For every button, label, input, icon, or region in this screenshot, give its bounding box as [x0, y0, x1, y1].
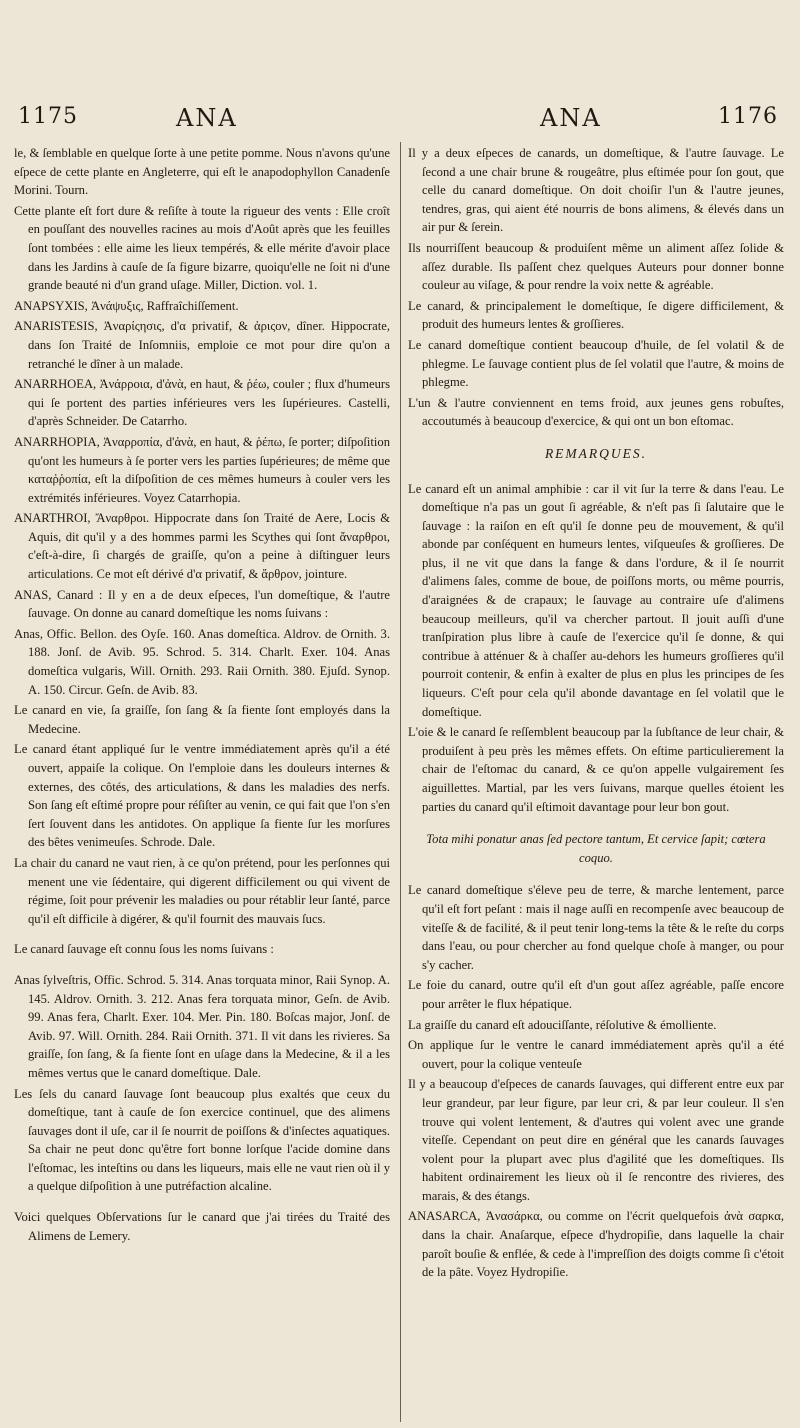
- entry-anasarca: ANASARCA, Ἀνασάρκα, ou comme on l'écrit quelquefois ἀνὰ σαρκα, dans la chair. Anaſarque, eſpece d'hydropiſie, dans laquelle la chair paroît bouſie & enflée, & cede à l'impreſſion des doigts comme ſi c'étoit de la pâte. Voyez Hydropiſie.: [408, 1209, 784, 1280]
- right-running-head: ANA: [540, 104, 602, 132]
- paragraph: On applique ſur le ventre le canard immédiatement après qu'il a été ouvert, pour la colique venteuſe: [408, 1038, 784, 1071]
- paragraph: Le canard, & principalement le domeſtique, ſe digere difficilement, & produit des humeurs lentes & groſſieres.: [408, 298, 784, 332]
- right-column: [408, 144, 784, 1420]
- entry-anarrhopia: ANARRHOPIA, Ἀναρροπία, d'ἀνὰ, en haut, & ῥέπω, ſe porter; diſpoſition qu'ont les humeurs à ſe porter vers les parties ſupérieures; de même que καταῤῥοπία, eſt la diſpoſition de ces mêmes humeurs à couler vers les extrémités inférieures. Voyez Catarrhopia.: [14, 434, 390, 505]
- paragraph: Il y a beaucoup d'eſpeces de canards ſauvages, qui different entre eux par leur grandeur, par leur figure, par leur cri, & par leur couleur. Il s'en trouve qui volent lentement, & d'autres qui volent avec une grande viteſſe. Cependant on peut dire en général que les canards ſauvages volent pour la plupart avec plus d'agilité que les domeſtiques. Ils habitent ordinairement les lieux où il ſe rencontre des rivieres, des marais, & des étangs.: [408, 1077, 784, 1203]
- paragraph: Le canard domeſtique contient beaucoup d'huile, de ſel volatil & de phlegme. Le ſauvage contient plus de ſel volatil que l'autre, & moins de phlegme.: [408, 337, 784, 390]
- entry-anarrhoea: ANARRHOEA, Ἀνάρροια, d'ἀνὰ, en haut, & ῥέω, couler ; flux d'humeurs qui ſe portent des parties inférieures vers les ſupérieures. Castelli, d'après Schneider. De Catarrho.: [14, 377, 390, 429]
- paragraph: Le foie du canard, outre qu'il eſt d'un gout aſſez agréable, paſſe encore pour arrêter le flux hépatique.: [408, 978, 784, 1011]
- left-column: [14, 144, 390, 1420]
- paragraph: Le canard étant appliqué ſur le ventre immédiatement après qu'il a été ouvert, appaiſe la colique. On l'emploie dans les douleurs internes & externes, des côtés, des articulations, & dans les maladies des nerfs. Son ſang eſt eſtimé propre pour réſiſter au venin, ce qui fait que l'on s'en ſert ſouvent dans les antidotes. On applique ſa fiente ſur les morſures des bêtes venimeuſes. Schrode. Dale.: [14, 742, 390, 850]
- paragraph: Voici quelques Obſervations ſur le canard que j'ai tirées du Traité des Alimens de Lemery.: [14, 1210, 390, 1243]
- paragraph: Anas ſylveſtris, Offic. Schrod. 5. 314. Anas torquata minor, Raii Synop. A. 145. Aldrov. Ornith. 3. 212. Anas fera torquata minor, Geſn. de Avib. 99. Anas fera, Charlt. Exer. 104. Mer. Pin. 180. Boſcas major, Jonſ. de Avib. 97. Will. Ornith. 284. Raii Ornith. 371. Il vit dans les rivieres. Sa graiſſe, ſon ſang, & ſa fiente ſont en uſage dans la Medecine, & il a les mêmes vertus que le canard domeſtique. Dale.: [14, 972, 390, 1080]
- right-page-number: 1176: [718, 104, 778, 129]
- left-page-number: 1175: [18, 104, 78, 129]
- entry-anas: ANAS, Canard : Il y en a de deux eſpeces, l'un domeſtique, & l'autre ſauvage. On donne au canard domeſtique les noms ſuivans :: [14, 587, 390, 621]
- paragraph: le, & ſemblable en quelque ſorte à une petite pomme. Nous n'avons qu'une eſpece de cette plante en Angleterre, qui eſt le anapodophyllon Canadenſe Morini. Tourn.: [14, 146, 390, 198]
- paragraph: Il y a deux eſpeces de canards, un domeſtique, & l'autre ſauvage. Le ſecond a une chair brune & rougeâtre, plus eſtimée pour ſon gout, que celle du canard domeſtique. On doit choiſir l'un & l'autre jeunes, tendres, gras, qui aient été nourris de bons alimens, & élevés dans un air pur & ſerein.: [408, 146, 784, 235]
- entry-anaristesis: ANARISTESIS, Ἀναρίςησις, d'α privatif, & ἀριςον, dîner. Hippocrate, dans ſon Traité de Inſomniis, emploie ce mot pour dire qu'on a retranché le dîner à un malade.: [14, 319, 390, 371]
- paragraph: Le canard ſauvage eſt connu ſous les noms ſuivans :: [14, 942, 274, 957]
- column-divider: [400, 142, 401, 1422]
- entry-anarthroi: ANARTHROI, Ἄναρθροι. Hippocrate dans ſon Traité de Aere, Locis & Aquis, dit qu'il y a des hommes parmi les Scythes qui ſont ἄναρθροι, c'eſt-à-dire, ſi chargés de graiſſe, qu'on a peine à diſtinguer leurs articulations. Ce mot eſt dérivé d'α privatif, & ἄρθρον, jointure.: [14, 511, 390, 582]
- left-running-head: ANA: [176, 104, 238, 132]
- section-heading-remarques: REMARQUES.: [544, 445, 648, 461]
- paragraph: Anas, Offic. Bellon. des Oyſe. 160. Anas domeſtica. Aldrov. de Ornith. 3. 188. Jonſ. de Avib. 95. Schrod. 5. 314. Charlt. Exer. 104. Anas domeſtica vulgaris, Will. Ornith. 293. Raii Ornith. 380. Ejuſd. Synop. A. 150. Circur. Geſn. de Avib. 83.: [14, 626, 390, 697]
- paragraph: La chair du canard ne vaut rien, à ce qu'on prétend, pour les perſonnes qui menent une vie ſédentaire, qui digerent difficilement ou qui vivent de régime, ſoit pour prévenir les maladies ou pour rétablir leur ſanté, parce qu'il eſt difficile à digérer, & qu'il fournit des mauvais ſucs.: [14, 855, 390, 926]
- paragraph: L'oie & le canard ſe reſſemblent beaucoup par la ſubſtance de leur chair, & produiſent à peu près les mêmes effets. On eſtime particulierement la chair de l'eſtomac du canard, & ce qu'on appelle vulgairement ſes aiguillettes. Martial, par les vers ſuivans, marque quelles étoient les parties du canard qu'il eſtimoit davantage pour leur bon gout.: [408, 725, 784, 814]
- paragraph: Le canard en vie, ſa graiſſe, ſon ſang & ſa fiente ſont employés dans la Medecine.: [14, 703, 390, 736]
- entry-anapsyxis: ANAPSYXIS, Ἀνάψυξις, Raffraîchiſſement.: [14, 298, 239, 313]
- paragraph: La graiſſe du canard eſt adouciſſante, réſolutive & émolliente.: [408, 1017, 717, 1032]
- paragraph: Ils nourriſſent beaucoup & produiſent même un aliment aſſez ſolide & aſſez durable. Ils paſſent chez quelques Auteurs pour donner bonne couleur au viſage, & pour rendre la voix nette & agréable.: [408, 240, 784, 293]
- paragraph: Le canard domeſtique s'éleve peu de terre, & marche lentement, parce qu'il eſt fort peſant : mais il nage auſſi en recompenſe avec beaucoup de viteſſe & de facilité, & il peut tenir long-tems la tête & le reſte du corps dans l'eau, ou pour chercher au fond quelque choſe à manger, ou pour s'y cacher.: [408, 883, 784, 972]
- paragraph: Cette plante eſt fort dure & reſiſte à toute la rigueur des vents : Elle croît en pouſſant des nouvelles racines au mois d'Août après que les feuilles ſont tombées : elle aime les lieux tempérés, & elle mérite d'avoir place dans les Jardins à cauſe de ſa figure bizarre, quoiqu'elle ne ſoit ni d'une grande beauté ni d'un grand uſage. Miller, Diction. vol. 1.: [14, 203, 390, 293]
- paragraph: Les ſels du canard ſauvage ſont beaucoup plus exaltés que ceux du domeſtique, tant à cauſe de ſon exercice continuel, que des alimens ſauvages dont il uſe, car il ſe nourrit de poiſſons & d'inſectes aquatiques. Sa chair ne peut donc qu'être fort bonne lorſque l'acide domine dans l'eſtomac, les inteſtins ou dans les liqueurs, mais elle ne vaut rien où il y a quelque diſpoſition à une putréfaction alcaline.: [14, 1086, 390, 1194]
- latin-quotation: Tota mihi ponatur anas ſed pectore tantum, Et cervice ſapit; cœtera coquo.: [426, 832, 766, 865]
- paragraph: Le canard eſt un animal amphibie : car il vit ſur la terre & dans l'eau. Le domeſtique n'a pas un gout ſi agréable, & n'eſt pas ſi ſalutaire que le ſauvage : la raiſon en eſt qu'il ſe donne peu de mouvement, & qu'il abonde par conſéquent en humeurs lentes, viſqueuſes & groſſieres. De plus, il ne vit que dans la fange & dans l'ordure, & il ſe nourrit d'alimens ſales, comme de boue, de poiſſons morts, ou même pourris, d'araignées & de crapaux; le ſauvage au contraire uſe d'alimens beaucoup meilleurs, qu'il va chercher partout. Il jouit auſſi d'une tranſpiration plus libre à cauſe de l'exercice qu'il ſe donne, & qui contribue à atténuer & à chaſſer au-dehors les humeurs groſſieres qu'il pourroit contenir, & enfin à exalter de plus en plus les principes de ſes liqueurs. C'eſt pour cela qu'il abonde davantage en ſel volatil que le domeſtique.: [408, 481, 784, 719]
- paragraph: L'un & l'autre conviennent en tems froid, aux jeunes gens robuſtes, accoutumés à beaucoup d'exercice, & qui ont un bon eſtomac.: [408, 395, 784, 429]
